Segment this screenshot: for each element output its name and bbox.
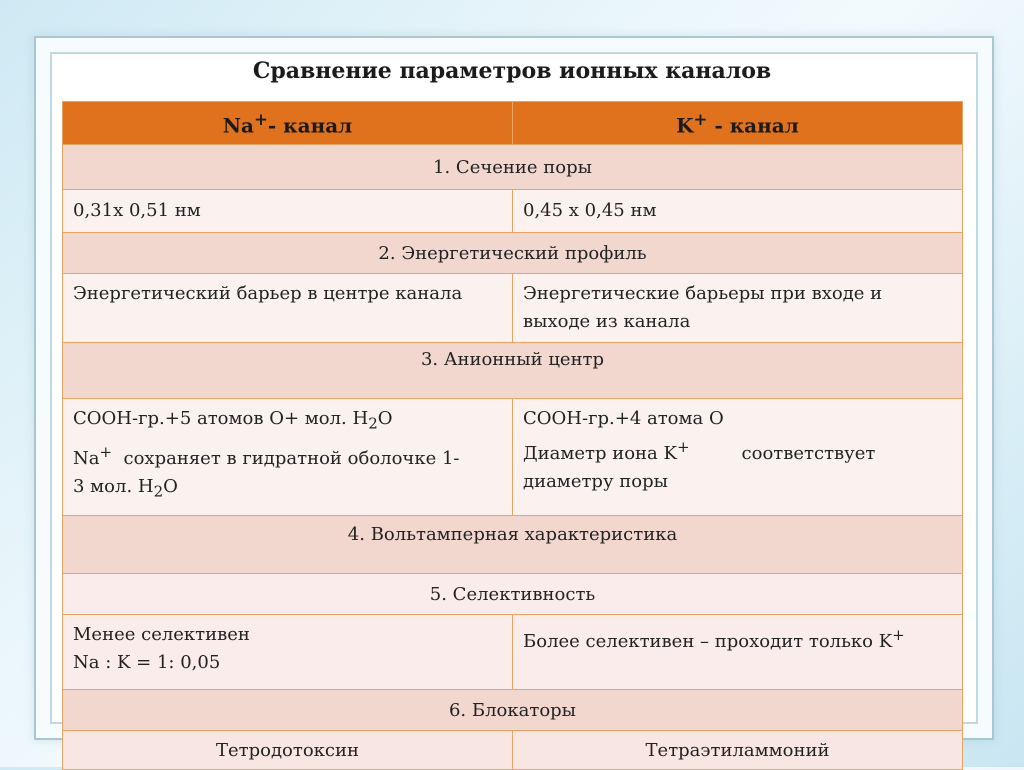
table-row bbox=[63, 274, 963, 343]
section-row bbox=[63, 574, 963, 615]
comparison-table bbox=[62, 101, 963, 770]
section-anion-title: 3. Анионный центр bbox=[63, 343, 963, 399]
section-row bbox=[63, 233, 963, 274]
k-anion-line-3: диаметру поры bbox=[523, 471, 668, 492]
na-anion-line-3: 3 мол. $Н_2О$ bbox=[73, 475, 178, 501]
k-selectivity-line: Более селективен – проходит только K+ bbox=[523, 626, 905, 652]
table-header-row bbox=[63, 102, 963, 145]
section-row bbox=[63, 690, 963, 731]
k-anion-line-1: СООН-гр.+4 атома О bbox=[523, 408, 724, 429]
cell-k-selectivity bbox=[513, 615, 963, 690]
table-row bbox=[63, 190, 963, 233]
k-anion-line-2: Диаметр иона K+ соответствует bbox=[523, 438, 876, 464]
section-selectivity-title: 5. Селективность bbox=[63, 574, 963, 615]
cell-na-selectivity bbox=[63, 615, 513, 690]
table-row bbox=[63, 731, 963, 770]
na-selectivity-line-1: Менее селективен bbox=[73, 624, 250, 645]
section-iv-title: 4. Вольтамперная характеристика bbox=[63, 516, 963, 574]
section-blockers-title: 6. Блокаторы bbox=[63, 690, 963, 731]
section-energy-title: 2. Энергетический профиль bbox=[63, 233, 963, 274]
table-row bbox=[63, 399, 963, 516]
header-k-channel: K+ - канал bbox=[513, 102, 963, 145]
section-row bbox=[63, 343, 963, 399]
na-anion-line-1: СООН-гр.+5 атомов О+ мол. $Н_2О$ bbox=[73, 408, 393, 433]
cell-na-anion bbox=[63, 399, 513, 516]
cell-k-blocker: Тетраэтиламмоний bbox=[513, 731, 963, 770]
cell-na-blocker: Тетродотоксин bbox=[63, 731, 513, 770]
slide-title: Сравнение параметров ионных каналов bbox=[252, 58, 772, 84]
section-row bbox=[63, 516, 963, 574]
table-row bbox=[63, 615, 963, 690]
na-selectivity-line-2: Na : K = 1: 0,05 bbox=[73, 652, 221, 673]
section-pore-title: 1. Сечение поры bbox=[63, 145, 963, 190]
cell-k-anion bbox=[513, 399, 963, 516]
header-na-channel: Na+- канал bbox=[63, 102, 513, 145]
na-anion-line-2: Na+ сохраняет в гидратной оболочке 1- bbox=[73, 442, 460, 469]
cell-k-pore: 0,45 х 0,45 нм bbox=[513, 190, 963, 233]
cell-na-energy: Энергетический барьер в центре канала bbox=[63, 274, 513, 343]
cell-k-energy: Энергетические барьеры при входе и выходе из канала bbox=[513, 274, 963, 343]
cell-na-pore: 0,31х 0,51 нм bbox=[63, 190, 513, 233]
section-row bbox=[63, 145, 963, 190]
